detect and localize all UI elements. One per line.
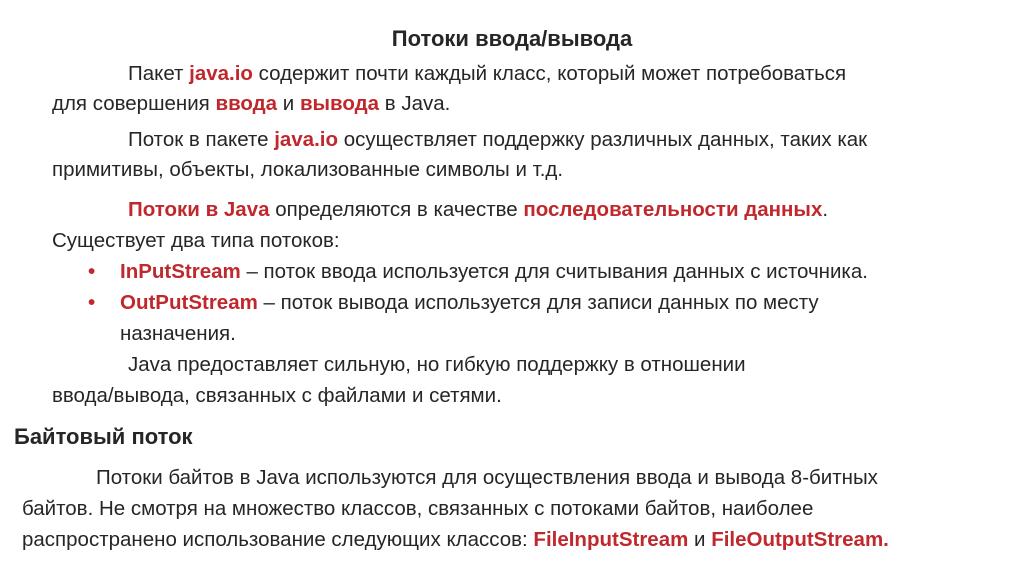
highlight-output: вывода bbox=[299, 92, 380, 115]
text: для совершения bbox=[52, 92, 216, 115]
text: осуществляет поддержку различных данных, таких как bbox=[338, 128, 868, 151]
section-line-1: Потоки байтов в Java используются для осуществления ввода и вывода 8-битных bbox=[96, 466, 878, 489]
text: содержит почти каждый класс, который может потребоваться bbox=[252, 62, 847, 85]
paragraph-2-line-1 bbox=[128, 126, 867, 154]
highlight-java-io: java.io bbox=[189, 62, 253, 85]
text: – поток вывода используется для записи данных по месту bbox=[257, 291, 819, 314]
paragraph-1-line-2 bbox=[52, 90, 450, 118]
text: и bbox=[688, 528, 712, 551]
text: . bbox=[822, 198, 829, 221]
highlight-inputstream: InPutStream bbox=[120, 260, 241, 283]
text: распространено использование следующих классов: bbox=[22, 528, 534, 551]
bullet-item-inputstream bbox=[88, 258, 868, 286]
highlight-input: ввода bbox=[215, 92, 278, 115]
bullet-icon: • bbox=[88, 260, 96, 283]
paragraph-4-line-2: ввода/вывода, связанных с файлами и сетями. bbox=[52, 384, 502, 407]
text: – поток ввода используется для считывания данных с источника. bbox=[240, 260, 868, 283]
text: и bbox=[277, 92, 300, 115]
paragraph-3-line-2: Существует два типа потоков: bbox=[52, 229, 340, 252]
highlight-fileoutputstream: FileOutputStream. bbox=[711, 528, 889, 551]
section-line-2: байтов. Не смотря на множество классов, связанных с потоками байтов, наиболее bbox=[22, 497, 814, 520]
paragraph-2-line-2: примитивы, объекты, локализованные символы и т.д. bbox=[52, 158, 564, 181]
bullet-icon: • bbox=[88, 291, 96, 314]
section-line-3 bbox=[22, 526, 889, 554]
bullet-item-outputstream-continued: назначения. bbox=[120, 322, 236, 345]
highlight-fileinputstream: FileInputStream bbox=[533, 528, 689, 551]
highlight-streams-in-java: Потоки в Java bbox=[128, 198, 270, 221]
section-heading-byte-stream: Байтовый поток bbox=[14, 424, 193, 449]
text: Поток в пакете bbox=[128, 128, 275, 151]
bullet-item-outputstream bbox=[88, 289, 819, 317]
highlight-data-sequence: последовательности данных bbox=[523, 198, 823, 221]
paragraph-4-line-1: Java предоставляет сильную, но гибкую поддержку в отношении bbox=[128, 353, 746, 376]
paragraph-1-line-1 bbox=[128, 60, 846, 88]
text: в Java. bbox=[379, 92, 451, 115]
paragraph-3-line-1 bbox=[128, 196, 828, 224]
highlight-java-io: java.io bbox=[274, 128, 338, 151]
highlight-outputstream: OutPutStream bbox=[120, 291, 258, 314]
slide-title: Потоки ввода/вывода bbox=[391, 26, 633, 51]
text: определяются в качестве bbox=[269, 198, 524, 221]
text: Пакет bbox=[128, 62, 190, 85]
